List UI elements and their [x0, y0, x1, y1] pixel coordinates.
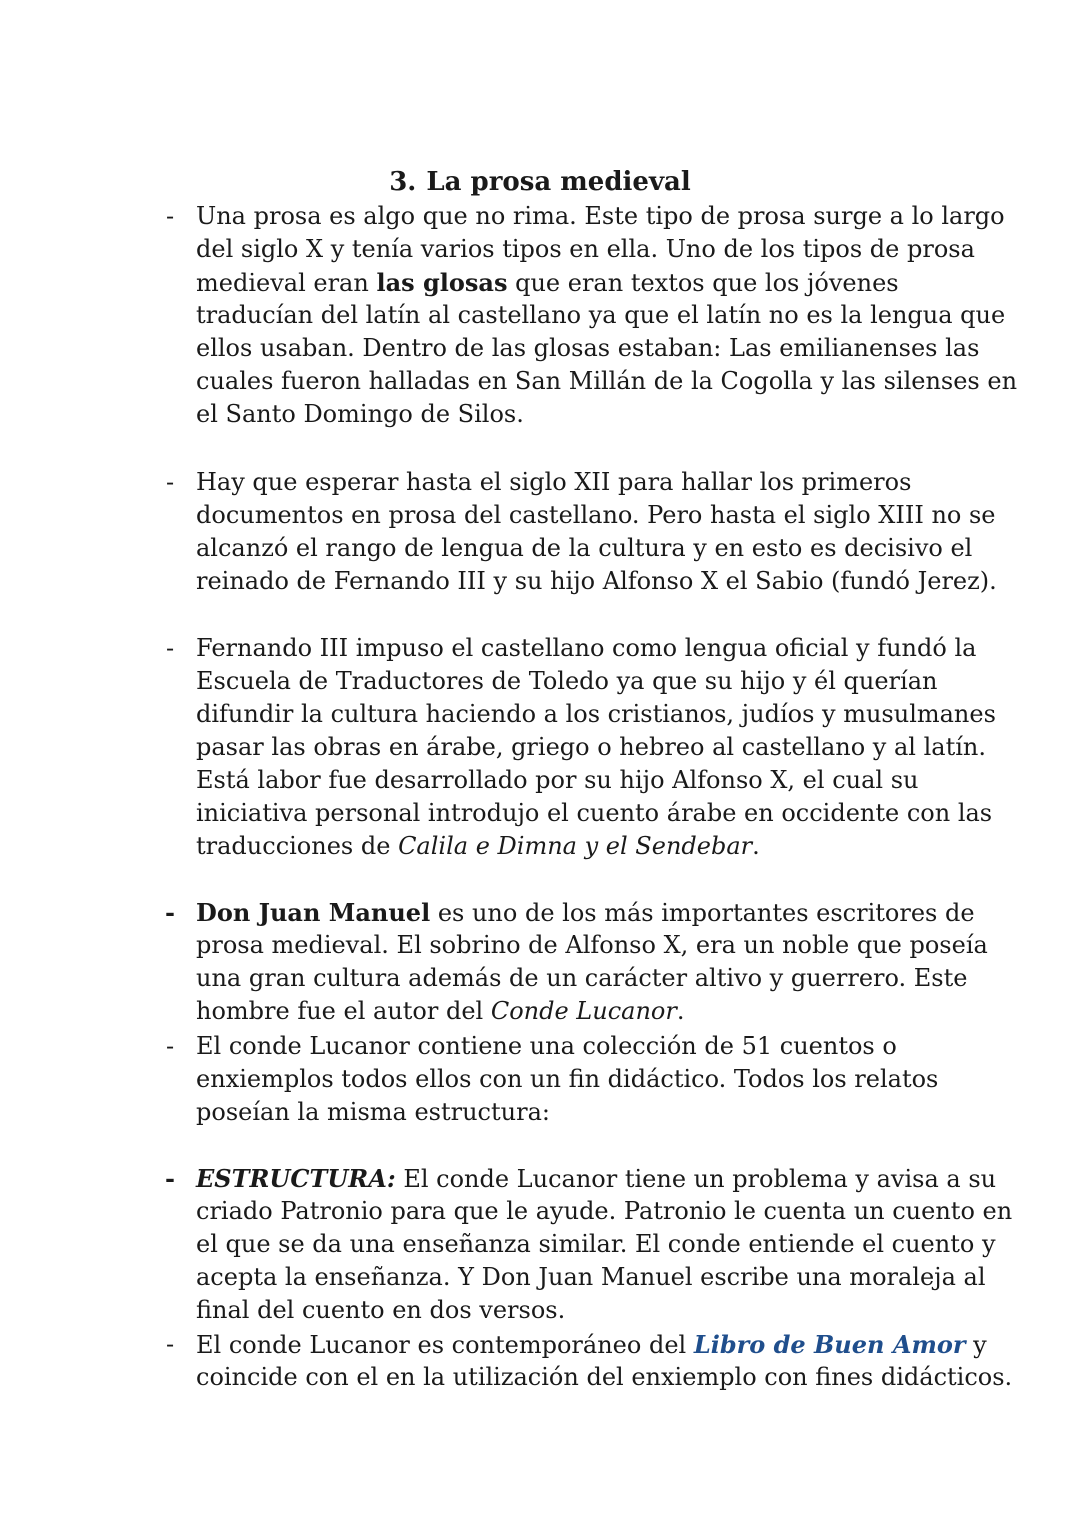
emphasis-run: Calila e Dimna y el Sendebar	[398, 832, 753, 860]
bullet-dash: -	[165, 468, 175, 496]
text-line	[196, 466, 956, 499]
emphasis-run: Don Juan Manuel	[196, 898, 431, 927]
text-line	[196, 1195, 1013, 1228]
section-title: La prosa medieval	[426, 167, 691, 197]
text-run: Hay que esperar hasta el siglo XII para hallar los primeros	[196, 468, 912, 496]
bullet-text	[196, 466, 997, 598]
text-run: difundir la cultura haciendo a los cristianos, judíos y musulmanes	[196, 700, 996, 728]
text-run: hombre fue el autor del	[196, 997, 491, 1025]
text-line	[196, 1228, 996, 1261]
text-run: Está labor fue desarrollado por su hijo Alfonso X, el cual su	[196, 766, 919, 794]
text-line	[196, 830, 956, 863]
text-line	[196, 499, 996, 532]
emphasis-run: Libro de Buen Amor	[693, 1330, 966, 1359]
text-line	[196, 731, 986, 764]
bullet-text	[196, 200, 1018, 431]
text-line	[196, 1261, 986, 1294]
text-line	[196, 565, 997, 598]
text-line	[196, 299, 1006, 332]
text-run: el que se da una enseñanza similar. El conde entiende el cuento y	[196, 1230, 996, 1258]
text-line	[196, 764, 956, 797]
text-line	[196, 233, 975, 266]
text-run: ellos usaban. Dentro de las glosas estaban: Las emilianenses las	[196, 334, 980, 362]
bullet-dash: -	[165, 898, 175, 927]
section-number: 3.	[389, 167, 417, 197]
text-line	[196, 797, 993, 830]
text-run: documentos en prosa del castellano. Pero hasta el siglo XIII no se	[196, 501, 996, 529]
text-run: cuales fueron halladas en San Millán de la Cogolla y las silenses en	[196, 367, 1018, 395]
text-run: Fernando III impuso el castellano como lengua oficial y fundó la	[196, 634, 977, 662]
text-run: acepta la enseñanza. Y Don Juan Manuel escribe una moraleja al	[196, 1263, 986, 1291]
text-run: es uno de los más importantes escritores de	[430, 899, 975, 927]
text-line	[196, 1328, 987, 1361]
bullet-text	[196, 632, 996, 863]
text-line	[196, 665, 956, 698]
text-line	[196, 1030, 956, 1063]
text-line	[196, 532, 973, 565]
text-run: poseían la misma estructura:	[196, 1098, 550, 1126]
text-run: prosa medieval. El sobrino de Alfonso X, era un noble que poseía	[196, 931, 988, 959]
text-run: pasar las obras en árabe, griego o hebreo al castellano y al latín.	[196, 733, 986, 761]
bullet-text	[196, 1162, 1013, 1327]
text-run: .	[752, 832, 760, 860]
bullet-text	[196, 1328, 1013, 1394]
text-run: una gran cultura además de un carácter altivo y guerrero. Este	[196, 964, 968, 992]
text-run: coincide con el en la utilización del enxiemplo con fines didácticos.	[196, 1363, 1013, 1391]
text-line	[196, 1294, 956, 1327]
text-run: Una prosa es algo que no rima. Este tipo de prosa surge a lo largo	[196, 202, 1005, 230]
text-line	[196, 995, 956, 1028]
text-line	[196, 365, 1018, 398]
bullet-dash: -	[165, 1032, 175, 1060]
bullet-dash: -	[165, 1330, 175, 1358]
text-run: el Santo Domingo de Silos.	[196, 400, 524, 428]
text-run: reinado de Fernando III y su hijo Alfonso X el Sabio (fundó Jerez).	[196, 567, 997, 595]
text-line	[196, 398, 956, 431]
text-line	[196, 1162, 997, 1195]
bullet-dash: -	[165, 1164, 175, 1193]
emphasis-run: las glosas	[376, 268, 508, 297]
text-run: El conde Lucanor contiene una colección de 51 cuentos o	[196, 1032, 897, 1060]
text-line	[196, 632, 977, 665]
text-run: criado Patronio para que le ayude. Patronio le cuenta un cuento en	[196, 1197, 1013, 1225]
text-run: traducían del latín al castellano ya que el latín no es la lengua que	[196, 301, 1006, 329]
text-line	[196, 1096, 956, 1129]
text-run: El conde Lucanor tiene un problema y avisa a su	[395, 1165, 997, 1193]
bullet-dash: -	[165, 202, 175, 230]
text-run: alcanzó el rango de lengua de la cultura y en esto es decisivo el	[196, 534, 973, 562]
text-run: que eran textos que los jóvenes	[507, 269, 899, 297]
text-run: y	[965, 1331, 987, 1359]
text-run: enxiemplos todos ellos con un fin didáctico. Todos los relatos	[196, 1065, 939, 1093]
text-run: El conde Lucanor es contemporáneo del	[196, 1331, 694, 1359]
text-run: final del cuento en dos versos.	[196, 1296, 566, 1324]
text-line	[196, 929, 988, 962]
text-line	[196, 332, 980, 365]
text-line	[196, 698, 996, 731]
text-run: Escuela de Traductores de Toledo ya que su hijo y él querían	[196, 667, 938, 695]
text-run: .	[676, 997, 685, 1025]
text-line	[196, 962, 968, 995]
text-line	[196, 1063, 956, 1096]
text-run: medieval eran	[196, 269, 377, 297]
bullet-text	[196, 896, 988, 1028]
emphasis-run: ESTRUCTURA:	[196, 1164, 396, 1193]
section-heading	[0, 164, 1080, 200]
text-line	[196, 266, 956, 299]
text-run: del siglo X y tenía varios tipos en ella. Uno de los tipos de prosa	[196, 235, 975, 263]
text-line	[196, 896, 975, 929]
bullet-text	[196, 1030, 956, 1129]
text-run: iniciativa personal introdujo el cuento árabe en occidente con las	[196, 799, 993, 827]
text-line	[196, 1361, 1013, 1394]
bullet-dash: -	[165, 634, 175, 662]
text-line	[196, 200, 1005, 233]
emphasis-run: Conde Lucanor	[490, 997, 677, 1025]
text-run: traducciones de	[196, 832, 399, 860]
